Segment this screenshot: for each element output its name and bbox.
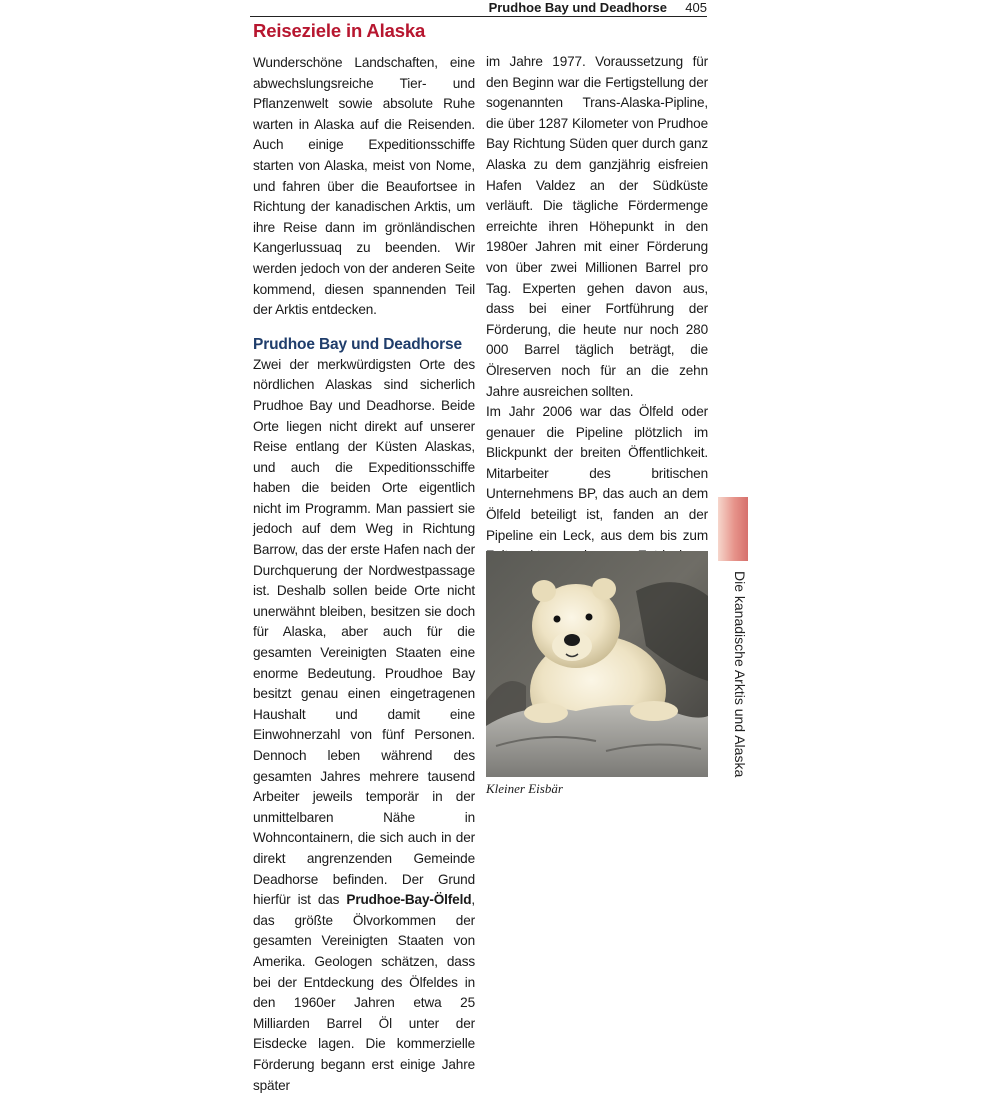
running-head-title: Prudhoe Bay und Deadhorse [488, 0, 667, 15]
chapter-side-label: Die kanadische Arktis und Alaska [732, 571, 748, 778]
polar-bear-image [486, 551, 708, 777]
right-paragraph-1: im Jahre 1977. Voraussetzung für den Beginn war die Fertigstellung der sogenannten Trans-Alaska-Pipline, die über 1287 Kilometer von Prudhoe Bay Richtung Süden quer durch ganz Alaska zu dem ganzjährig eisfreien Hafen Valdez an der Südküste verläuft. Die tägliche Fördermenge erreichte ihren Höhepunkt in den 1980er Jahren mit einer Förderung von über zwei Millionen Barrel pro Tag. Experten gehen davon aus, dass bei einer Fortführung der Förderung, die heute nur noch 280 000 Barrel täglich beträgt, die Ölreserven noch für an die zehn Jahre ausreichen sollten. [486, 54, 708, 399]
chapter-tab [718, 497, 748, 561]
main-heading: Reiseziele in Alaska [253, 20, 426, 41]
section-heading: Prudhoe Bay und Deadhorse [253, 335, 462, 353]
section-text-part1: Zwei der merkwürdigsten Orte des nördlichen Alaskas sind sicherlich Prudhoe Bay und Deadhorse. Beide Orte liegen nicht direkt auf unserer Reise entlang der Küsten Alaskas, und auch die Expeditionsschiffe haben die beiden Orte eigentlich nicht im Programm. Man passiert sie jedoch auf dem Weg in Richtung Barrow, das der erste Hafen nach der Durchquerung der Nordwestpassage ist. Deshalb sollen beide Orte nicht unerwähnt bleiben, besitzen sie doch für Alaska, aber auch für die gesamten Vereinigten Staaten eine enorme Bedeutung. Proudhoe Bay besitzt genau einen eingetragenen Haushalt und damit eine Einwohnerzahl von fünf Personen. Dennoch leben während des gesamten Jahres mehrere tausend Arbeiter jeweils temporär in der unmittelbaren Nähe in Wohncontainern, die sich auch in der direkt angrenzenden Gemeinde Deadhorse befinden. Der Grund hierfür ist das [253, 356, 475, 908]
left-column [253, 20, 475, 1096]
right-paragraph-2: Im Jahr 2006 war das Ölfeld oder genauer die Pipeline plötzlich im Blickpunkt der breiten Öffentlichkeit. Mitarbeiter des britischen Unternehmens BP, das auch an dem Ölfeld beteiligt ist, fanden an der Pipeline ein Leck, aus dem bis zum [486, 404, 708, 543]
running-head [250, 0, 707, 17]
bold-term-oilfield: Prudhoe-Bay-Ölfeld [346, 892, 472, 908]
intro-paragraph: Wunderschöne Landschaften, eine abwechslungsreiche Tier- und Pflanzenwelt sowie absolute Ruhe warten in Alaska auf die Reisenden. Auch einige Expeditionsschiffe starten von Alaska, meist von Nome, und fahren über die Beaufortsee in Richtung der kanadischen Arktis, um ihre Reise dann im grönländischen Kangerlussuaq zu beenden. Wir werden jedoch von der anderen Seite kommend, diesen spannenden Teil der Arktis entdecken. [253, 55, 475, 318]
section-paragraph [253, 355, 475, 1096]
page-number: 405 [685, 0, 707, 15]
polar-bear-photo [486, 551, 708, 777]
section-text-part2: , das größte Ölvorkommen der gesamten Vereinigten Staaten von Amerika. Geologen schätzen, dass bei der Entdeckung des Ölfeldes in den 1960er Jahren etwa 25 Milliarden Barrel Öl unter der Eisdecke lagen. Die kommerzielle Förderung begann erst einige Jahre später [253, 892, 475, 1093]
photo-caption: Kleiner Eisbär [486, 781, 563, 796]
